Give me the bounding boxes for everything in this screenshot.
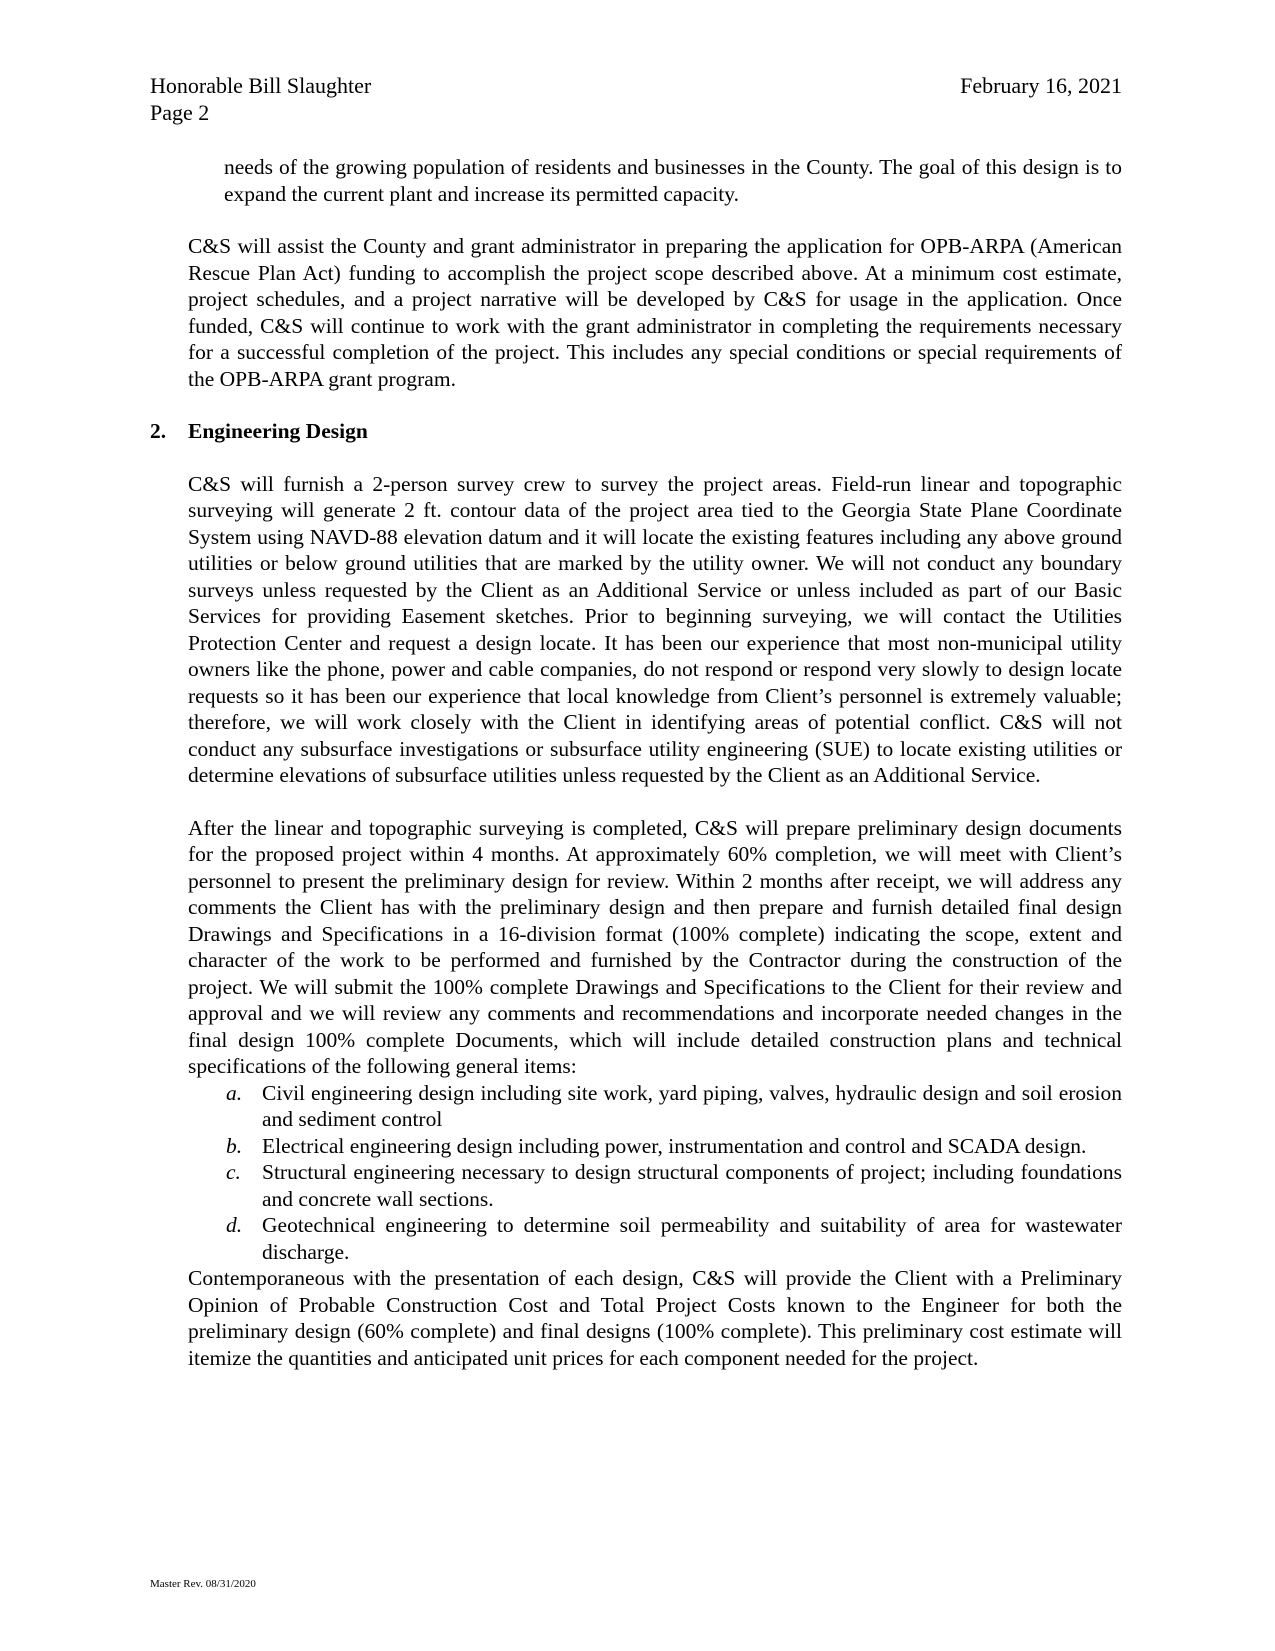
funding-paragraph: C&S will assist the County and grant administrator in preparing the application for OPB-ARPA (American Rescue Plan Act) funding to accomplish the project scope described above. At a minimum cost estimate, project schedules, and a project narrative will be developed by C&S for usage in the application. Once funded, C&S will continue to work with the grant administrator in completing the requirements necessary for a successful completion of the project. This includes any special conditions or special requirements of the OPB-ARPA grant program. [188, 234, 1122, 391]
header-left [150, 72, 371, 126]
list-item-marker: d. [226, 1213, 243, 1237]
list-item-text: Geotechnical engineering to determine soil permeability and suitability of area for wastewater discharge. [262, 1213, 1122, 1264]
survey-paragraph: C&S will furnish a 2-person survey crew to survey the project areas. Field-run linear and topographic surveying will generate 2 ft. contour data of the project area tied to the Georgia State Plane Coordinate System using NAVD-88 elevation datum and it will locate the existing features including any above ground utilities or below ground utilities that are marked by the utility owner. We will not conduct any boundary surveys unless requested by the Client as an Additional Service or unless included as part of our Basic Services for providing Easement sketches. Prior to beginning surveying, we will contact the Utilities Protection Center and request a design locate. It has been our experience that most non-municipal utility owners like the phone, power and cable companies, do not respond or respond very slowly to design locate requests so it has been our experience that local knowledge from Client’s personnel is extremely valuable; therefore, we will work closely with the Client in identifying areas of potential conflict. C&S will not conduct any subsurface investigations or subsurface utility engineering (SUE) to locate existing utilities or determine elevations of subsurface utilities unless requested by the Client as an Additional Service. [188, 471, 1122, 787]
list-item-marker: b. [226, 1133, 243, 1158]
section-heading-engineering-design [150, 418, 1122, 445]
letter-date: February 16, 2021 [960, 73, 1122, 98]
cost-estimate-paragraph: Contemporaneous with the presentation of each design, C&S will provide the Client with a Preliminary Opinion of Probable Construction Cost and Total Project Costs known to the Engineer for both the preliminary design (60% complete) and final designs (100% complete). This preliminary cost estimate will itemize the quantities and anticipated unit prices for each component needed for the project. [188, 1266, 1122, 1370]
list-item [226, 1133, 1122, 1160]
list-item-text: Structural engineering necessary to design structural components of project; including foundations and concrete wall sections. [262, 1160, 1122, 1211]
page-number: Page 2 [150, 100, 210, 125]
list-item [226, 1212, 1122, 1265]
design-paragraph: After the linear and topographic surveying is completed, C&S will prepare preliminary design documents for the proposed project within 4 months. At approximately 60% completion, we will meet with Client’s personnel to present the preliminary design for review. Within 2 months after receipt, we will address any comments the Client has with the preliminary design and then prepare and furnish detailed final design Drawings and Specifications in a 16-division format (100% complete) indicating the scope, extent and character of the work to be performed and furnished by the Contractor during the construction of the project. We will submit the 100% complete Drawings and Specifications to the Client for their review and approval and we will review any comments and recommendations and incorporate needed changes in the final design 100% complete Documents, which will include detailed construction plans and technical specifications of the following general items: [188, 815, 1122, 1078]
intro-continuation-paragraph: needs of the growing population of residents and businesses in the County. The goal of this design is to expand the current plant and increase its permitted capacity. [224, 155, 1122, 206]
section-number: 2. [150, 419, 167, 443]
letter-body [150, 154, 1122, 1397]
footer-revision: Master Rev. 08/31/2020 [150, 1578, 256, 1590]
header-right [960, 72, 1122, 99]
design-items-list [226, 1080, 1122, 1266]
section-title: Engineering Design [188, 419, 368, 443]
recipient-name: Honorable Bill Slaughter [150, 73, 372, 98]
list-item [226, 1159, 1122, 1212]
list-item-marker: c. [226, 1160, 241, 1184]
list-item-text: Electrical engineering design including power, instrumentation and control and SCADA design. [262, 1133, 1087, 1158]
list-item [226, 1080, 1122, 1133]
list-item-text: Civil engineering design including site work, yard piping, valves, hydraulic design and soil erosion and sediment control [262, 1080, 1122, 1131]
list-item-marker: a. [226, 1080, 243, 1105]
